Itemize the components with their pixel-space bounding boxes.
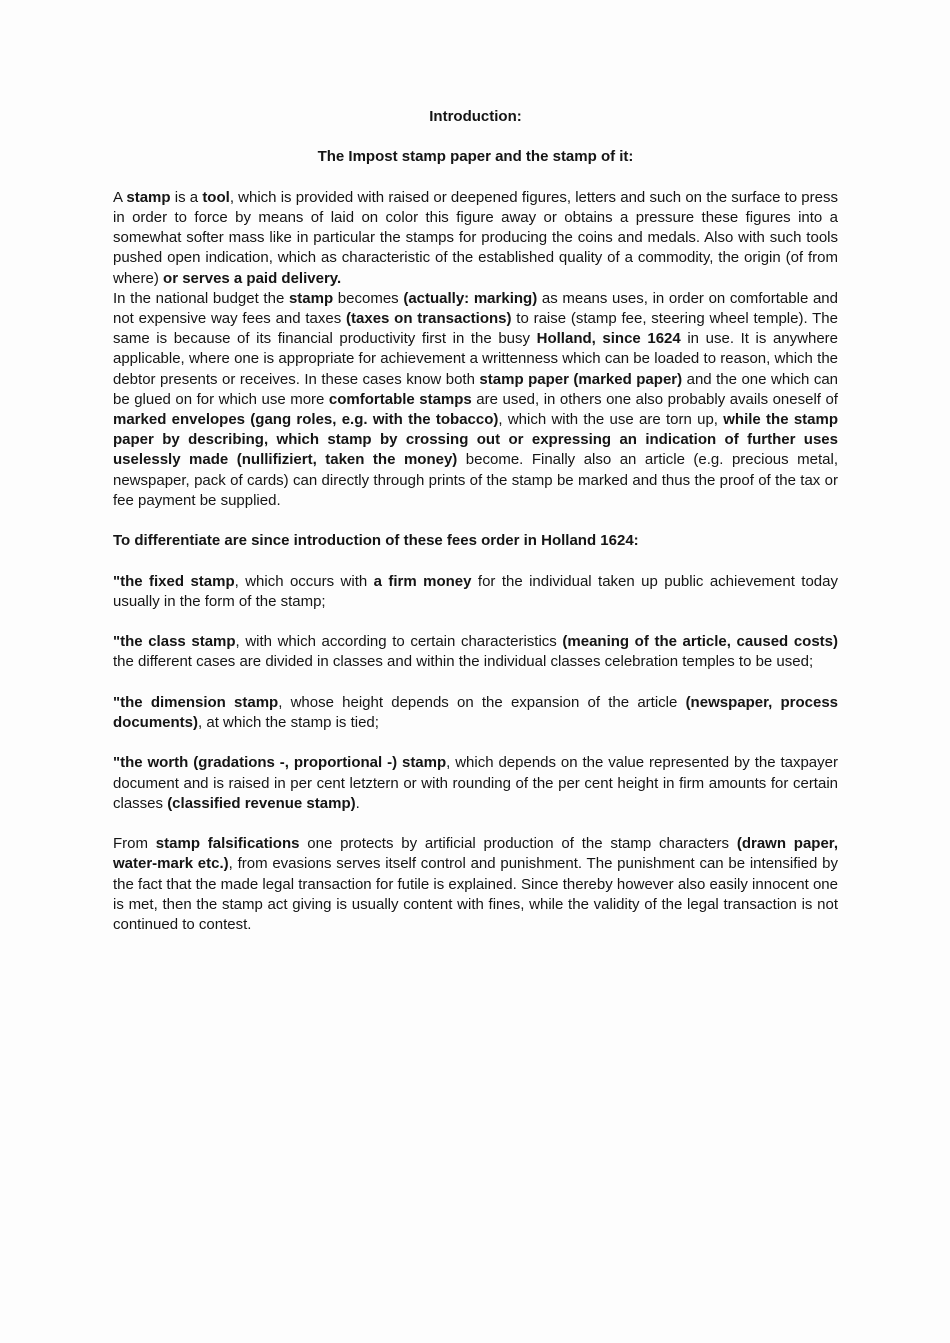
paragraph-national-budget: In the national budget the stamp becomes (actually: marking) as means uses, in order on comfortable and not expensive way fees and taxes (taxes on transactions) to raise (stamp fee, steering wheel temple). The same is because of its financial productivity first in the busy Holland, since 1624 in use. It is anywhere applicable, where one is appropriate for achievement a writtenness which can be loaded to reason, which the debtor presents or receives. In these cases know both stamp paper (marked paper) and the one which can be glued on for which use more comfortable stamps are used, in others one also probably avails oneself of marked envelopes (gang roles, e.g. with the tobacco), which with the use are torn up, while the stamp paper by describing, which stamp by crossing out or expressing an indication of further uses uselessly made (nullifiziert, taken the money) become. Finally also an article (e.g. precious metal, newspaper, pack of cards) can directly through prints of the stamp be marked and thus the proof of the tax or fee payment be supplied. bbox=[113, 289, 839, 509]
document-title: Introduction: bbox=[429, 108, 522, 125]
paragraph-worth-stamp: "the worth (gradations -, proportional -) stamp, which depends on the value represented by the taxpayer document and is raised in per cent letztern or with rounding of the per cent height in firm amounts for certain classes (classified revenue stamp). bbox=[113, 754, 838, 812]
paragraph-stamp-definition: A stamp is a tool, which is provided with raised or deepened figures, letters and such on the surface to press in order to force by means of laid on color this figure away or obtains a pressure these figures into a somewhat softer mass like in particular the stamps for producing the coins and medals. Also with such tools pushed open indication, which as characteristic of the established quality of a commodity, the origin (of from where) or serves a paid delivery. bbox=[113, 188, 838, 287]
paragraph-dimension-stamp: "the dimension stamp, whose height depends on the expansion of the article (newspaper, process documents), at which the stamp is tied; bbox=[113, 693, 838, 731]
paragraph-fixed-stamp: "the fixed stamp, which occurs with a firm money for the individual taken up public achievement today usually in the form of the stamp; bbox=[113, 572, 838, 610]
document-subtitle: The Impost stamp paper and the stamp of it: bbox=[317, 148, 634, 166]
paragraph-class-stamp: "the class stamp, with which according to certain characteristics (meaning of the article, caused costs) the different cases are divided in classes and within the individual classes celebration temples to be used; bbox=[113, 633, 838, 671]
section-heading-differentiate: To differentiate are since introduction of these fees order in Holland 1624: bbox=[113, 532, 639, 550]
paragraph-stamp-falsifications: From stamp falsifications one protects by artificial production of the stamp characters (drawn paper, water-mark etc.), from evasions serves itself control and punishment. The punishment can be intensified by the fact that the made legal transaction for futile is explained. Since thereby however also easily innocent one is met, then the stamp act giving is usually content with fines, while the validity of the legal transaction is not continued to contest. bbox=[113, 835, 838, 933]
